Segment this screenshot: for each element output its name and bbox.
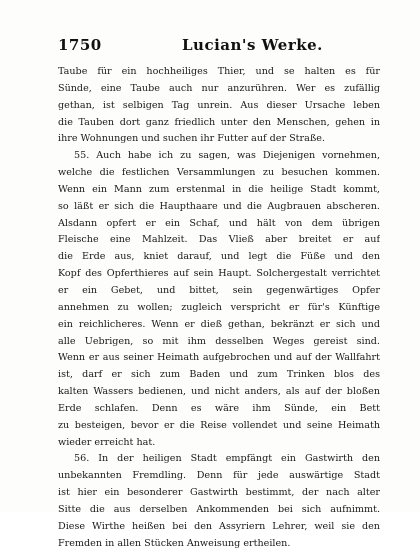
text-line: Alsdann opfert er ein Schaf, und hält von dem übrigen (58, 217, 380, 229)
text-line: Taube für ein hochheiliges Thier, und se halten es für (58, 66, 380, 77)
text-line: Sünde, eine Taube auch nur anzurühren. Wer es zufällig (58, 82, 380, 94)
text-line: kalten Wassers bedienen, und nicht anders, als auf der bloßen (58, 386, 380, 398)
paragraph-56-start: 56. In der heiligen Stadt empfängt ein Gastwirth den (74, 453, 380, 465)
text-line: Kopf des Opferthieres auf sein Haupt. Solchergestalt verrichtet (58, 268, 380, 280)
text-line: ihre Wohnungen und suchen ihr Futter auf der Straße. (58, 133, 325, 145)
text-line: so läßt er sich die Haupthaare und die Augbrauen abscheren. (58, 200, 380, 212)
text-line: welche die festlichen Versammlungen zu besuchen kommen. (58, 167, 380, 179)
text-line: ein reichlicheres. Wenn er dieß gethan, bekränzt er sich und (58, 318, 380, 330)
text-line: ist hier ein besonderer Gastwirth bestimmt, der nach alter (58, 487, 380, 499)
text-line: Wenn er aus seiner Heimath aufgebrochen und auf der Wallfahrt (58, 352, 380, 364)
text-line: wieder erreicht hat. (58, 436, 156, 448)
text-line: die Erde aus, kniet darauf, und legt die Füße und den (58, 251, 380, 263)
page-number: 1750 (58, 36, 102, 54)
text-line: zu besteigen, bevor er die Reise vollendet und seine Heimath (58, 419, 380, 431)
text-line: Sitte die aus derselben Ankommenden bei sich aufnimmt. (58, 503, 380, 515)
text-line: ist, darf er sich zum Baden und zum Trinken blos des (58, 369, 380, 381)
text-line: gethan, ist selbigen Tag unrein. Aus dieser Ursache leben (58, 99, 380, 111)
text-line: Wenn ein Mann zum erstenmal in die heilige Stadt kommt, (58, 183, 380, 195)
page-header (58, 36, 378, 56)
text-line: Erde schlafen. Denn es wäre ihm Sünde, ein Bett (58, 402, 380, 414)
text-line: die Tauben dort ganz friedlich unter den Menschen, gehen in (58, 116, 380, 128)
text-line: Fremden in allen Stücken Anweisung ertheilen. (58, 537, 291, 549)
text-line: Fleische eine Mahlzeit. Das Vließ aber breitet er auf (58, 234, 380, 246)
body-text (58, 64, 380, 552)
paragraph-55-start: 55. Auch habe ich zu sagen, was Diejenigen vornehmen, (74, 150, 380, 162)
running-title: Lucian's Werke. (182, 36, 323, 54)
text-line: Diese Wirthe heißen bei den Assyriern Lehrer, weil sie den (58, 520, 380, 532)
text-line: unbekannten Fremdling. Denn für jede auswärtige Stadt (58, 470, 380, 482)
text-line: alle Uebrigen, so mit ihm desselben Weges gereist sind. (58, 335, 380, 347)
text-line: er ein Gebet, und bittet, sein gegenwärtiges Opfer (58, 284, 380, 296)
text-line: annehmen zu wollen; zugleich verspricht er für's Künftige (58, 301, 380, 313)
